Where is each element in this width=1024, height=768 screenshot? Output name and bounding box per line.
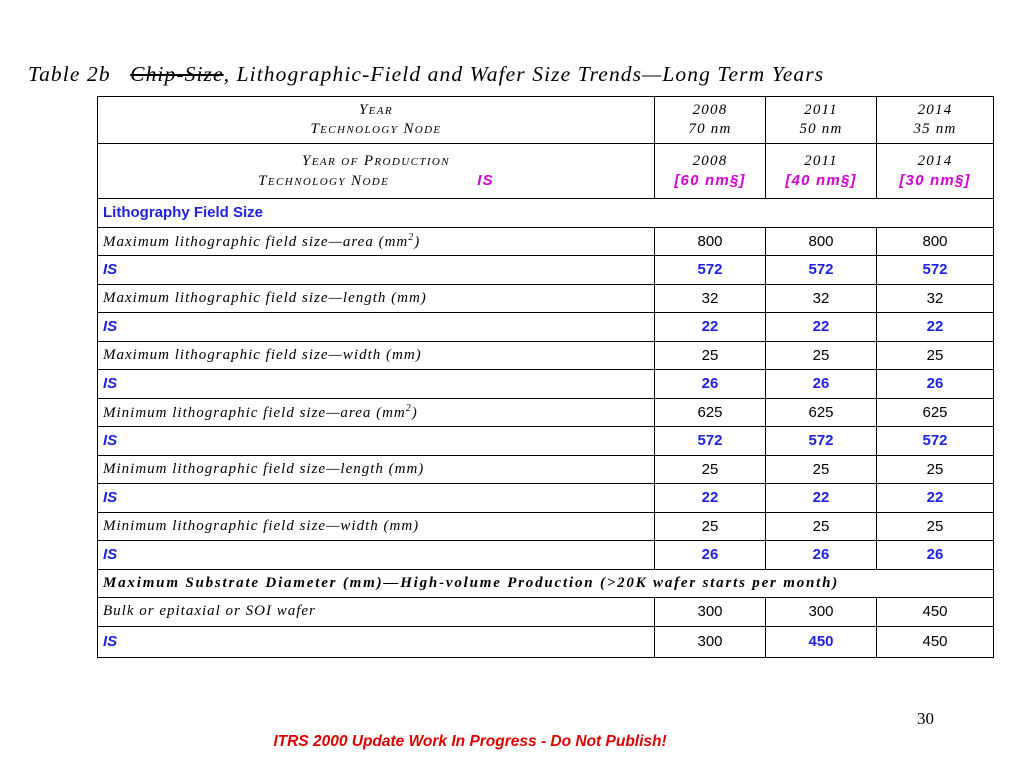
value-cell-is: 572: [655, 256, 766, 285]
header-node-label: Technology Node: [258, 172, 390, 189]
header-node-label: Technology Node: [310, 121, 442, 137]
value-cell: 25: [655, 455, 766, 484]
value-cell: 625: [766, 398, 877, 427]
value-cell-is: 26: [877, 370, 994, 399]
value-cell: 450: [877, 598, 994, 627]
header-label-cell: [98, 97, 655, 144]
superscript: 2: [405, 402, 412, 414]
row-label-text: Maximum lithographic field size—area (mm: [103, 233, 409, 250]
header-label-cell: [98, 144, 655, 199]
row-label-is: IS: [98, 313, 655, 342]
value-cell-is: 26: [766, 370, 877, 399]
value-cell-is: 572: [655, 427, 766, 456]
table-row: [98, 284, 994, 313]
table-row-is: [98, 541, 994, 570]
row-label-suffix: ): [414, 233, 421, 250]
value-cell: 25: [877, 455, 994, 484]
section-row-substrate: [98, 569, 994, 598]
value-cell-is: 572: [766, 427, 877, 456]
row-label-is: IS: [98, 427, 655, 456]
superscript: 2: [408, 231, 415, 243]
header-cell-2008: [655, 97, 766, 144]
value-cell: 32: [766, 284, 877, 313]
table-row: [98, 341, 994, 370]
value-cell: 32: [655, 284, 766, 313]
section-substrate-diameter: Maximum Substrate Diameter (mm)—High-volume Production (>20K wafer starts per month): [98, 569, 994, 598]
value-cell: 25: [766, 512, 877, 541]
header-node: 70 nm: [688, 121, 732, 137]
value-cell: 625: [877, 398, 994, 427]
value-cell-is: 572: [877, 427, 994, 456]
table-row-is: [98, 626, 994, 657]
table-row-is: [98, 427, 994, 456]
value-cell: 800: [877, 227, 994, 256]
value-cell: 300: [655, 598, 766, 627]
value-cell-is: 22: [655, 484, 766, 513]
table-row-is: [98, 370, 994, 399]
header-year: 2011: [804, 102, 838, 118]
value-cell: 625: [655, 398, 766, 427]
slide-title: [28, 62, 1018, 87]
footer-notice: ITRS 2000 Update Work In Progress - Do Not Publish!: [273, 733, 667, 750]
table-row: [98, 398, 994, 427]
trends-table: [97, 96, 994, 658]
value-cell: 25: [766, 455, 877, 484]
value-cell: 800: [766, 227, 877, 256]
value-cell-is: 22: [766, 313, 877, 342]
header-year: 2008: [692, 152, 728, 169]
page-number: 30: [917, 709, 934, 728]
header-year: 2014: [917, 152, 953, 169]
header-node: 35 nm: [913, 121, 957, 137]
row-label-is: IS: [98, 626, 655, 657]
value-cell-is: 26: [877, 541, 994, 570]
header-year-label: Year: [358, 102, 394, 118]
header-year: 2008: [692, 102, 728, 118]
table-row: [98, 598, 994, 627]
table-row: [98, 227, 994, 256]
header-node: 50 nm: [799, 121, 843, 137]
row-label: Maximum lithographic field size—length (mm): [98, 284, 655, 313]
row-label: [98, 398, 655, 427]
value-cell: 450: [877, 626, 994, 657]
header-year: 2014: [917, 102, 953, 118]
value-cell-is: 26: [655, 370, 766, 399]
header-cell-2011: [766, 144, 877, 199]
row-label: Maximum lithographic field size—width (mm): [98, 341, 655, 370]
value-cell-is: 26: [766, 541, 877, 570]
value-cell: 25: [877, 512, 994, 541]
header-cell-2011: [766, 97, 877, 144]
row-label-is: IS: [98, 370, 655, 399]
row-label-is: IS: [98, 541, 655, 570]
table-row: [98, 455, 994, 484]
table-row-is: [98, 313, 994, 342]
header-cell-2014: [877, 144, 994, 199]
header-is-label: IS: [477, 171, 494, 189]
row-label-is: IS: [98, 256, 655, 285]
header-production-label: Year of Production: [302, 152, 450, 169]
row-label-suffix: ): [411, 404, 418, 421]
section-lithography-field-size: Lithography Field Size: [98, 199, 994, 228]
value-cell-is: 26: [655, 541, 766, 570]
header-node-is: [40 nm§]: [785, 171, 857, 189]
value-cell: 25: [655, 512, 766, 541]
value-cell-is: 22: [877, 484, 994, 513]
value-cell: 300: [655, 626, 766, 657]
header-year: 2011: [804, 152, 838, 169]
section-row-lithography: [98, 199, 994, 228]
value-cell: 25: [766, 341, 877, 370]
value-cell: 800: [655, 227, 766, 256]
row-label: Minimum lithographic field size—width (mm): [98, 512, 655, 541]
value-cell: 25: [655, 341, 766, 370]
value-cell-is: 450: [766, 626, 877, 657]
row-label: Minimum lithographic field size—length (mm): [98, 455, 655, 484]
table-row-is: [98, 484, 994, 513]
row-label: Bulk or epitaxial or SOI wafer: [98, 598, 655, 627]
table-row-is: [98, 256, 994, 285]
value-cell-is: 22: [655, 313, 766, 342]
row-label: [98, 227, 655, 256]
header-node-is: [60 nm§]: [674, 171, 746, 189]
header-cell-2014: [877, 97, 994, 144]
header-row-year: [98, 97, 994, 144]
value-cell-is: 22: [877, 313, 994, 342]
value-cell: 32: [877, 284, 994, 313]
title-prefix: Table 2b: [28, 62, 111, 86]
value-cell-is: 22: [766, 484, 877, 513]
header-row-production: [98, 144, 994, 199]
value-cell: 25: [877, 341, 994, 370]
row-label-text: Minimum lithographic field size—area (mm: [103, 404, 406, 421]
header-cell-2008: [655, 144, 766, 199]
title-struck-text: Chip-Size: [130, 62, 224, 86]
table-row: [98, 512, 994, 541]
value-cell-is: 572: [877, 256, 994, 285]
value-cell: 300: [766, 598, 877, 627]
row-label-is: IS: [98, 484, 655, 513]
header-node-is: [30 nm§]: [899, 171, 971, 189]
title-rest: , Lithographic-Field and Wafer Size Trends—Long Term Years: [223, 62, 825, 86]
value-cell-is: 572: [766, 256, 877, 285]
